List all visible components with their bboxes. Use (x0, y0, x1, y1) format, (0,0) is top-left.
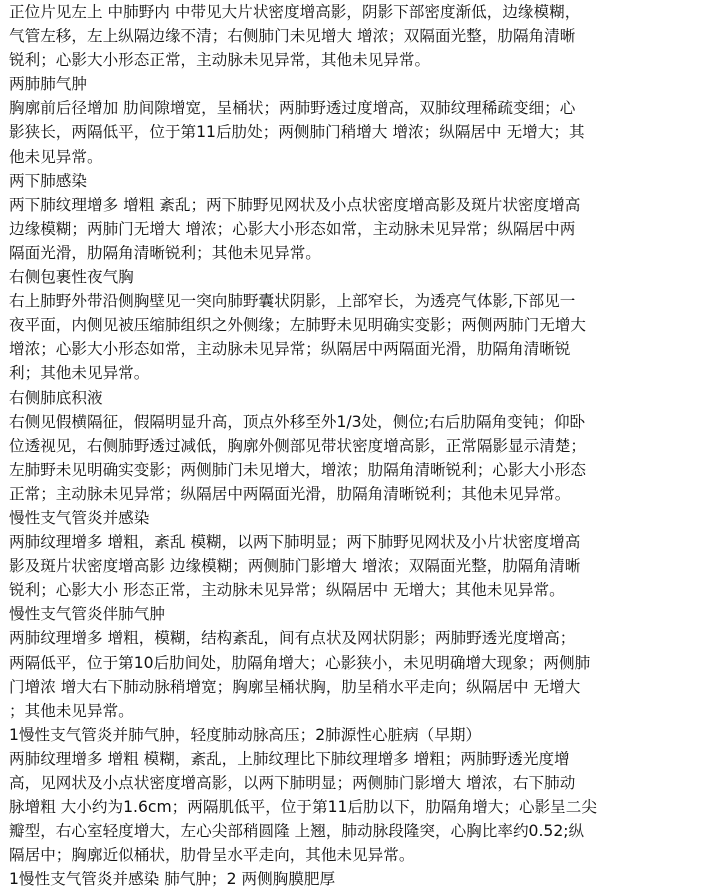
text-line: 锐利；心影大小 形态正常，主动脉未见异常；纵隔居中 无增大；其他未见异常。 (9, 581, 565, 600)
text-line: 胸廓前后径增加 肋间隙增宽，呈桶状；两肺野透过度增高，双肺纹理稀疏变细；心 (9, 99, 576, 118)
section-heading-pleural-thickening: 1慢性支气管炎并感染 肺气肿；2 两侧胸膜肥厚 (9, 870, 336, 889)
text-line: 增浓；心影大小形态如常，主动脉未见异常；纵隔居中两隔面光滑，肋隔角清晰锐 (9, 340, 571, 359)
text-line: 瓣型，右心室轻度增大，左心尖部稍圆隆 上翘，肺动脉段隆突，心胸比率约0.52;纵 (9, 822, 585, 841)
section-heading-bronchitis-emphysema: 慢性支气管炎伴肺气肿 (9, 605, 165, 624)
text-line: 左肺野未见明确实变影；两侧肺门未见增大，增浓；肋隔角清晰锐利；心影大小形态 (9, 460, 586, 479)
text-line: 右侧见假横隔征，假隔明显升高，顶点外移至外1/3处，侧位;右后肋隔角变钝；仰卧 (9, 412, 586, 431)
section-heading-emphysema: 两肺肺气肿 (9, 75, 87, 94)
text-line: 隔居中；胸廓近似桶状，肋骨呈水平走向，其他未见异常。 (9, 846, 415, 865)
text-line: 位透视见，右侧肺野透过减低，胸廓外侧部见带状密度增高影，正常隔影显示清楚； (9, 436, 586, 455)
text-line: 两下肺纹理增多 增粗 紊乱；两下肺野见网状及小点状密度增高影及斑片状密度增高 (9, 195, 581, 214)
text-line: 影狭长，两隔低平，位于第11后肋处；两侧肺门稍增大 增浓；纵隔居中 无增大；其 (9, 123, 585, 142)
text-line: 正常；主动脉未见异常；纵隔居中两隔面光滑，肋隔角清晰锐利；其他未见异常。 (9, 484, 571, 503)
section-heading-lower-lung-infection: 两下肺感染 (9, 171, 87, 190)
text-line: 锐利；心影大小形态正常，主动脉未见异常，其他未见异常。 (9, 51, 431, 70)
text-line: 两肺纹理增多 增粗，模糊，结构紊乱，间有点状及网状阴影；两肺野透光度增高； (9, 629, 576, 648)
text-line: 脉增粗 大小约为1.6cm；两隔肌低平，位于第11后肋以下，肋隔角增大；心影呈二尖 (9, 798, 597, 817)
text-line: 隔面光滑，肋隔角清晰锐利；其他未见异常。 (9, 243, 321, 262)
text-line: 门增浓 增大右下肺动脉稍增宽；胸廓呈桶状胸，肋呈稍水平走向；纵隔居中 无增大 (9, 677, 581, 696)
text-line: 高，见网状及小点状密度增高影，以两下肺明显；两侧肺门影增大 增浓，右下肺动 (9, 774, 576, 792)
text-line: ；其他未见异常。 (9, 701, 134, 720)
text-line: 他未见异常。 (9, 147, 103, 166)
section-heading-bronchitis-infection: 慢性支气管炎并感染 (9, 508, 150, 527)
text-line: 两隔低平，位于第10后肋间处，肋隔角增大；心影狭小，未见明确增大现象；两侧肺 (9, 653, 591, 672)
text-line: 正位片见左上 中肺野内 中带见大片状密度增高影，阴影下部密度渐低，边缘模糊， (9, 3, 581, 21)
text-line: 利；其他未见异常。 (9, 364, 150, 383)
section-heading-subpulmonic-effusion: 右侧肺底积液 (9, 388, 103, 407)
text-line: 边缘模糊；两肺门无增大 增浓；心影大小形态如常，主动脉未见异常；纵隔居中两 (9, 219, 576, 238)
text-line: 右上肺野外带沿侧胸壁见一突向肺野囊状阴影，上部窄长，为透亮气体影,下部见一 (9, 292, 576, 311)
text-line: 夜平面，内侧见被压缩肺组织之外侧缘；左肺野未见明确实变影；两侧两肺门无增大 (9, 316, 586, 335)
text-line: 两肺纹理增多 增粗，紊乱 模糊，以两下肺明显；两下肺野见网状及小片状密度增高 (9, 533, 581, 552)
section-heading-cor-pulmonale: 1慢性支气管炎并肺气肿，轻度肺动脉高压；2肺源性心脏病（早期） (9, 725, 482, 744)
text-line: 气管左移，左上纵隔边缘不清；右侧肺门未见增大 增浓；双隔面光整，肋隔角清晰 (9, 27, 576, 46)
text-line: 影及斑片状密度增高影 边缘模糊；两侧肺门影增大 增浓；双隔面光整，肋隔角清晰 (9, 557, 581, 576)
text-line: 两肺纹理增多 增粗 模糊，紊乱，上肺纹理比下肺纹理增多 增粗；两肺野透光度增 (9, 749, 570, 768)
section-heading-hydropneumothorax: 右侧包裹性夜气胸 (9, 268, 134, 287)
